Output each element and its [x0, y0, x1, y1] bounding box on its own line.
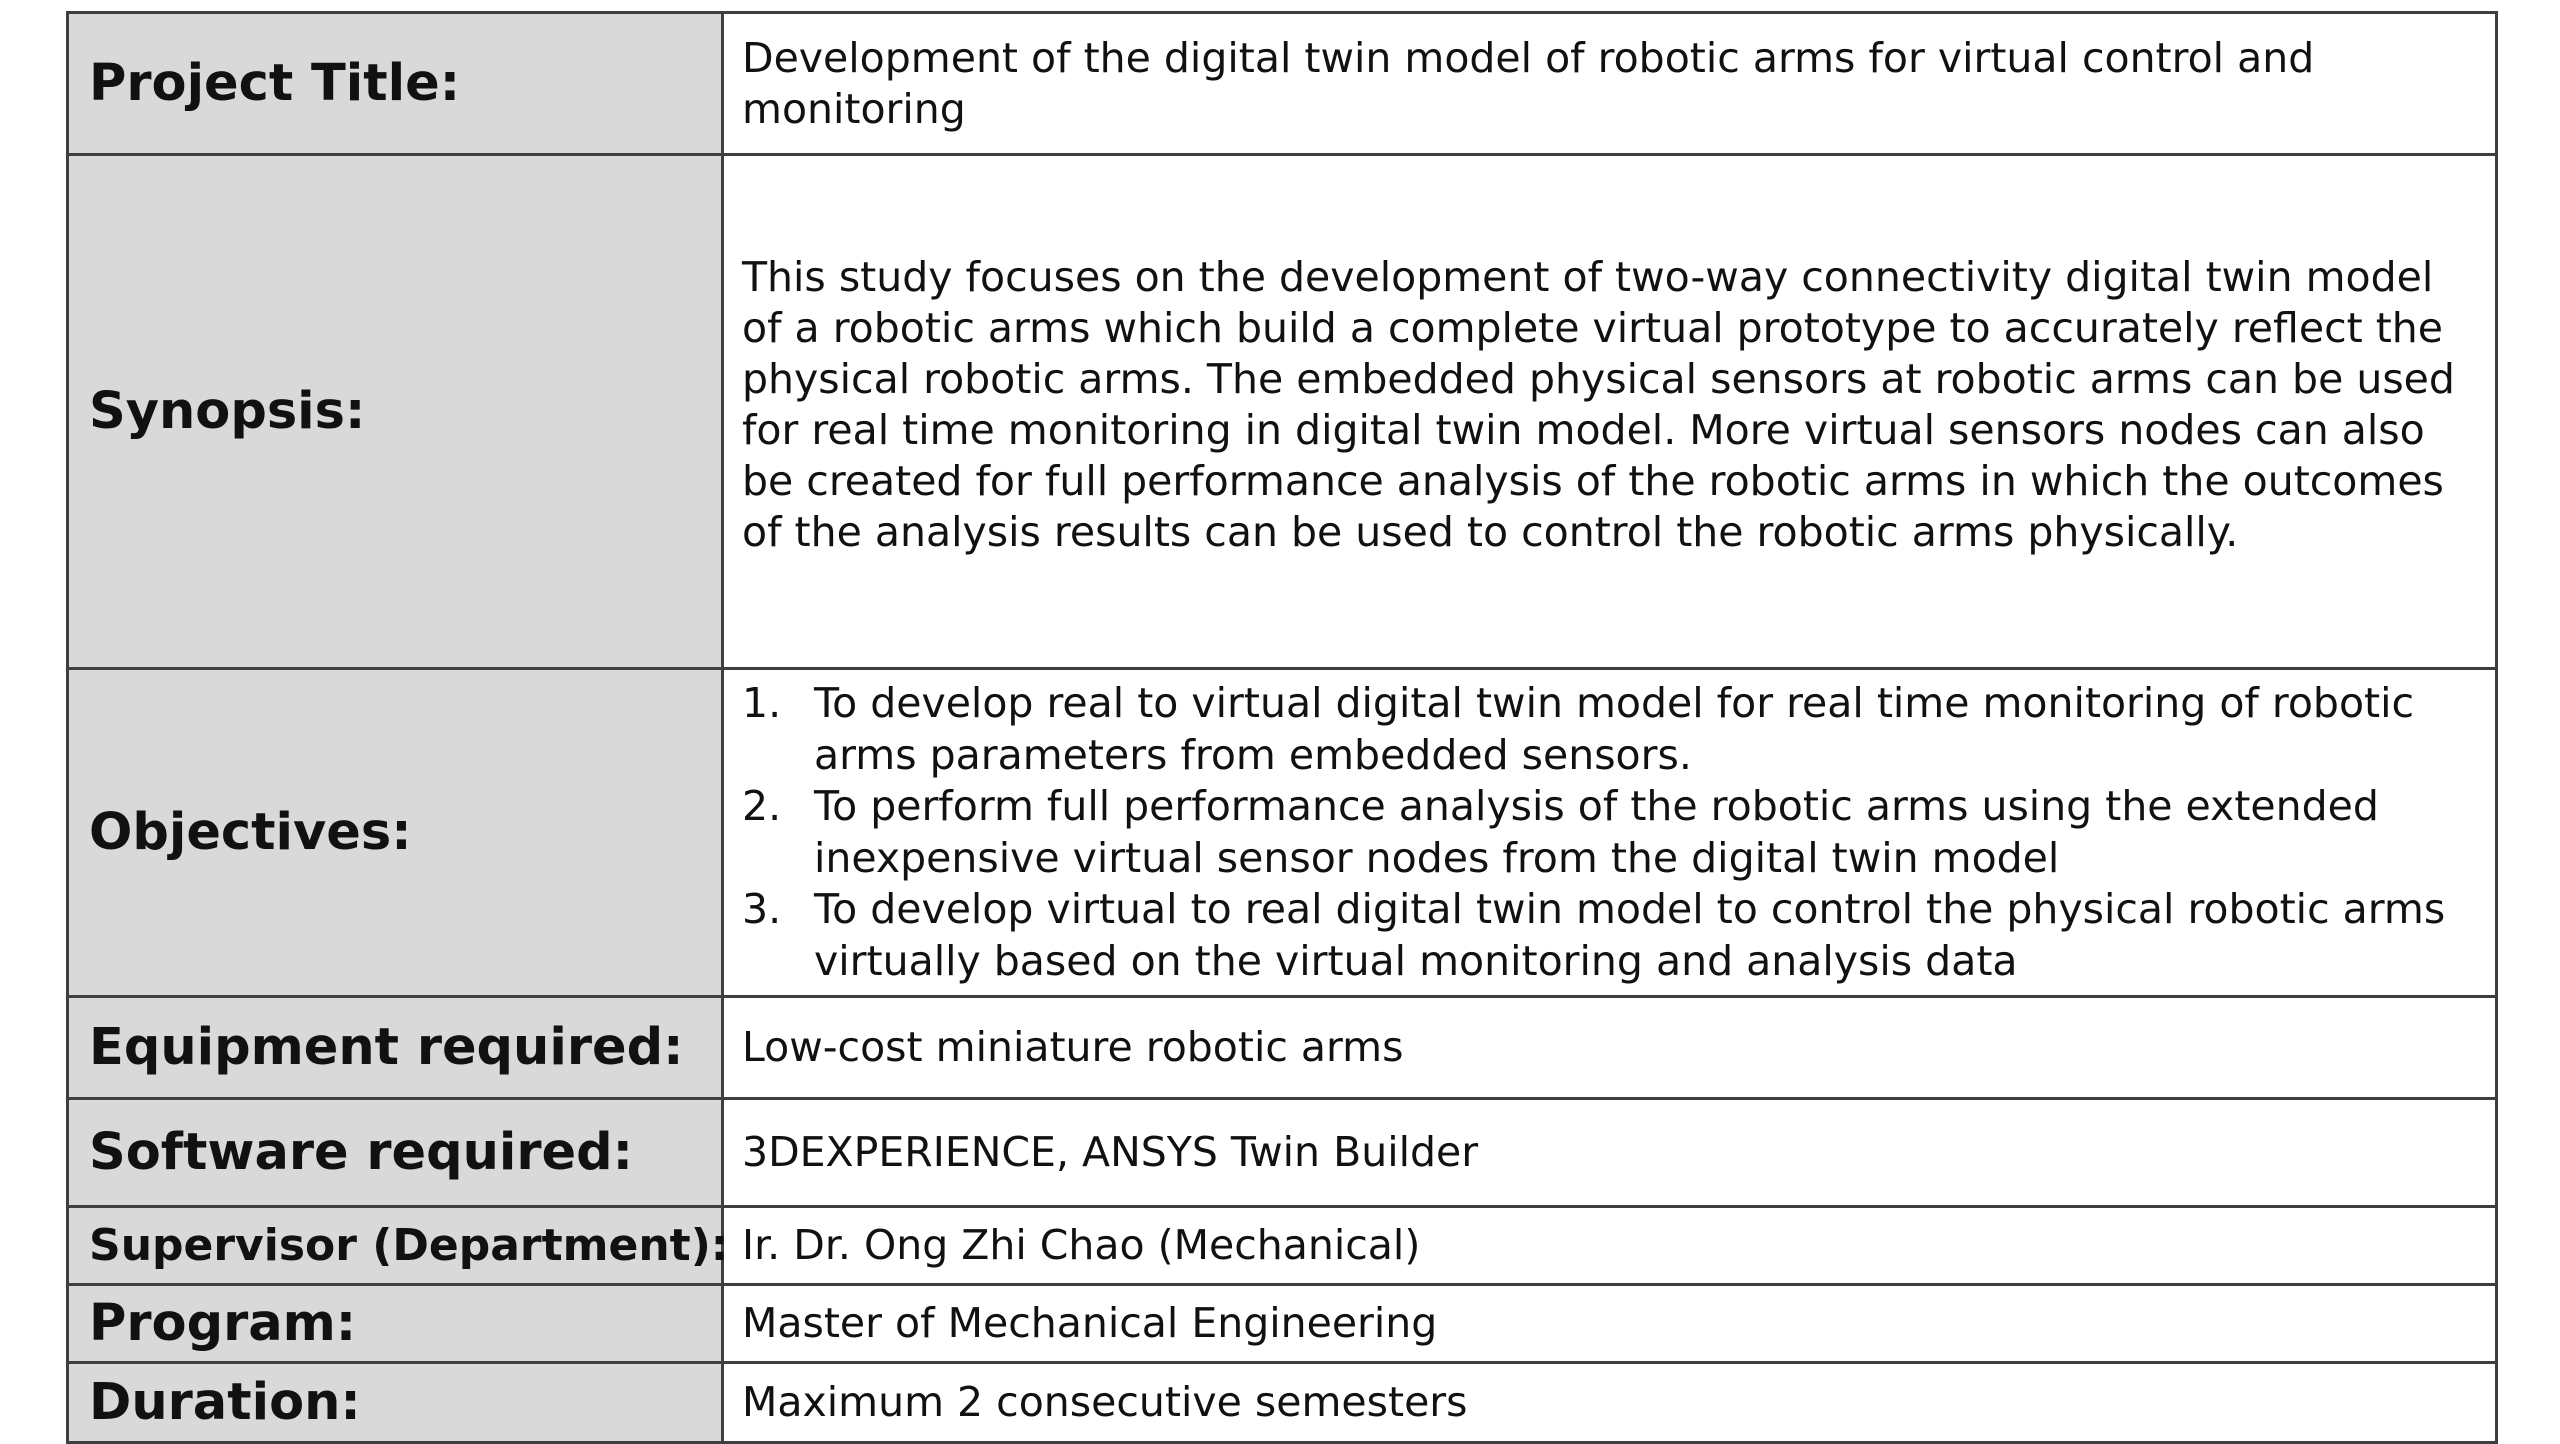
program-label: Program:	[68, 1285, 723, 1363]
objectives-label: Objectives:	[68, 669, 723, 997]
objective-text: To perform full performance analysis of the robotic arms using the extended inexpensive virtual sensor nodes from the digital twin model	[814, 782, 2379, 882]
supervisor-label: Supervisor (Department):	[68, 1207, 723, 1285]
synopsis-cell	[723, 155, 2497, 669]
objective-item	[742, 781, 2481, 884]
duration-label: Duration:	[68, 1363, 723, 1443]
software-value: 3DEXPERIENCE, ANSYS Twin Builder	[723, 1099, 2497, 1207]
equipment-value: Low-cost miniature robotic arms	[723, 997, 2497, 1099]
row-equipment	[68, 997, 2497, 1099]
equipment-label: Equipment required:	[68, 997, 723, 1099]
objectives-list	[742, 678, 2481, 987]
row-project-title	[68, 13, 2497, 155]
project-title-value: Development of the digital twin model of robotic arms for virtual control and monitoring	[723, 13, 2497, 155]
objective-number: 2.	[742, 782, 782, 830]
program-value: Master of Mechanical Engineering	[723, 1285, 2497, 1363]
objective-number: 1.	[742, 679, 782, 727]
objective-number: 3.	[742, 885, 782, 933]
software-label: Software required:	[68, 1099, 723, 1207]
objectives-cell	[723, 669, 2497, 997]
row-software	[68, 1099, 2497, 1207]
project-info-table	[66, 11, 2498, 1444]
objective-text: To develop real to virtual digital twin model for real time monitoring of robotic arms parameters from embedded sensors.	[814, 679, 2415, 779]
objective-item	[742, 884, 2481, 987]
supervisor-value: Ir. Dr. Ong Zhi Chao (Mechanical)	[723, 1207, 2497, 1285]
row-supervisor	[68, 1207, 2497, 1285]
objective-item	[742, 678, 2481, 781]
project-title-label: Project Title:	[68, 13, 723, 155]
objective-text: To develop virtual to real digital twin model to control the physical robotic arms virtually based on the virtual monitoring and analysis data	[814, 885, 2446, 985]
synopsis-text: This study focuses on the development of two-way connectivity digital twin model of a robotic arms which build a complete virtual prototype to accurately reflect the physical robotic arms. The embedded physical sensors at robotic arms can be used for real time monitoring in digital twin model. More virtual sensors nodes can also be created for full performance analysis of the robotic arms in which the outcomes of the analysis results can be used to control the robotic arms physically.	[742, 252, 2455, 556]
row-synopsis	[68, 155, 2497, 669]
synopsis-label: Synopsis:	[68, 155, 723, 669]
row-program	[68, 1285, 2497, 1363]
row-duration	[68, 1363, 2497, 1443]
row-objectives	[68, 669, 2497, 997]
duration-value: Maximum 2 consecutive semesters	[723, 1363, 2497, 1443]
